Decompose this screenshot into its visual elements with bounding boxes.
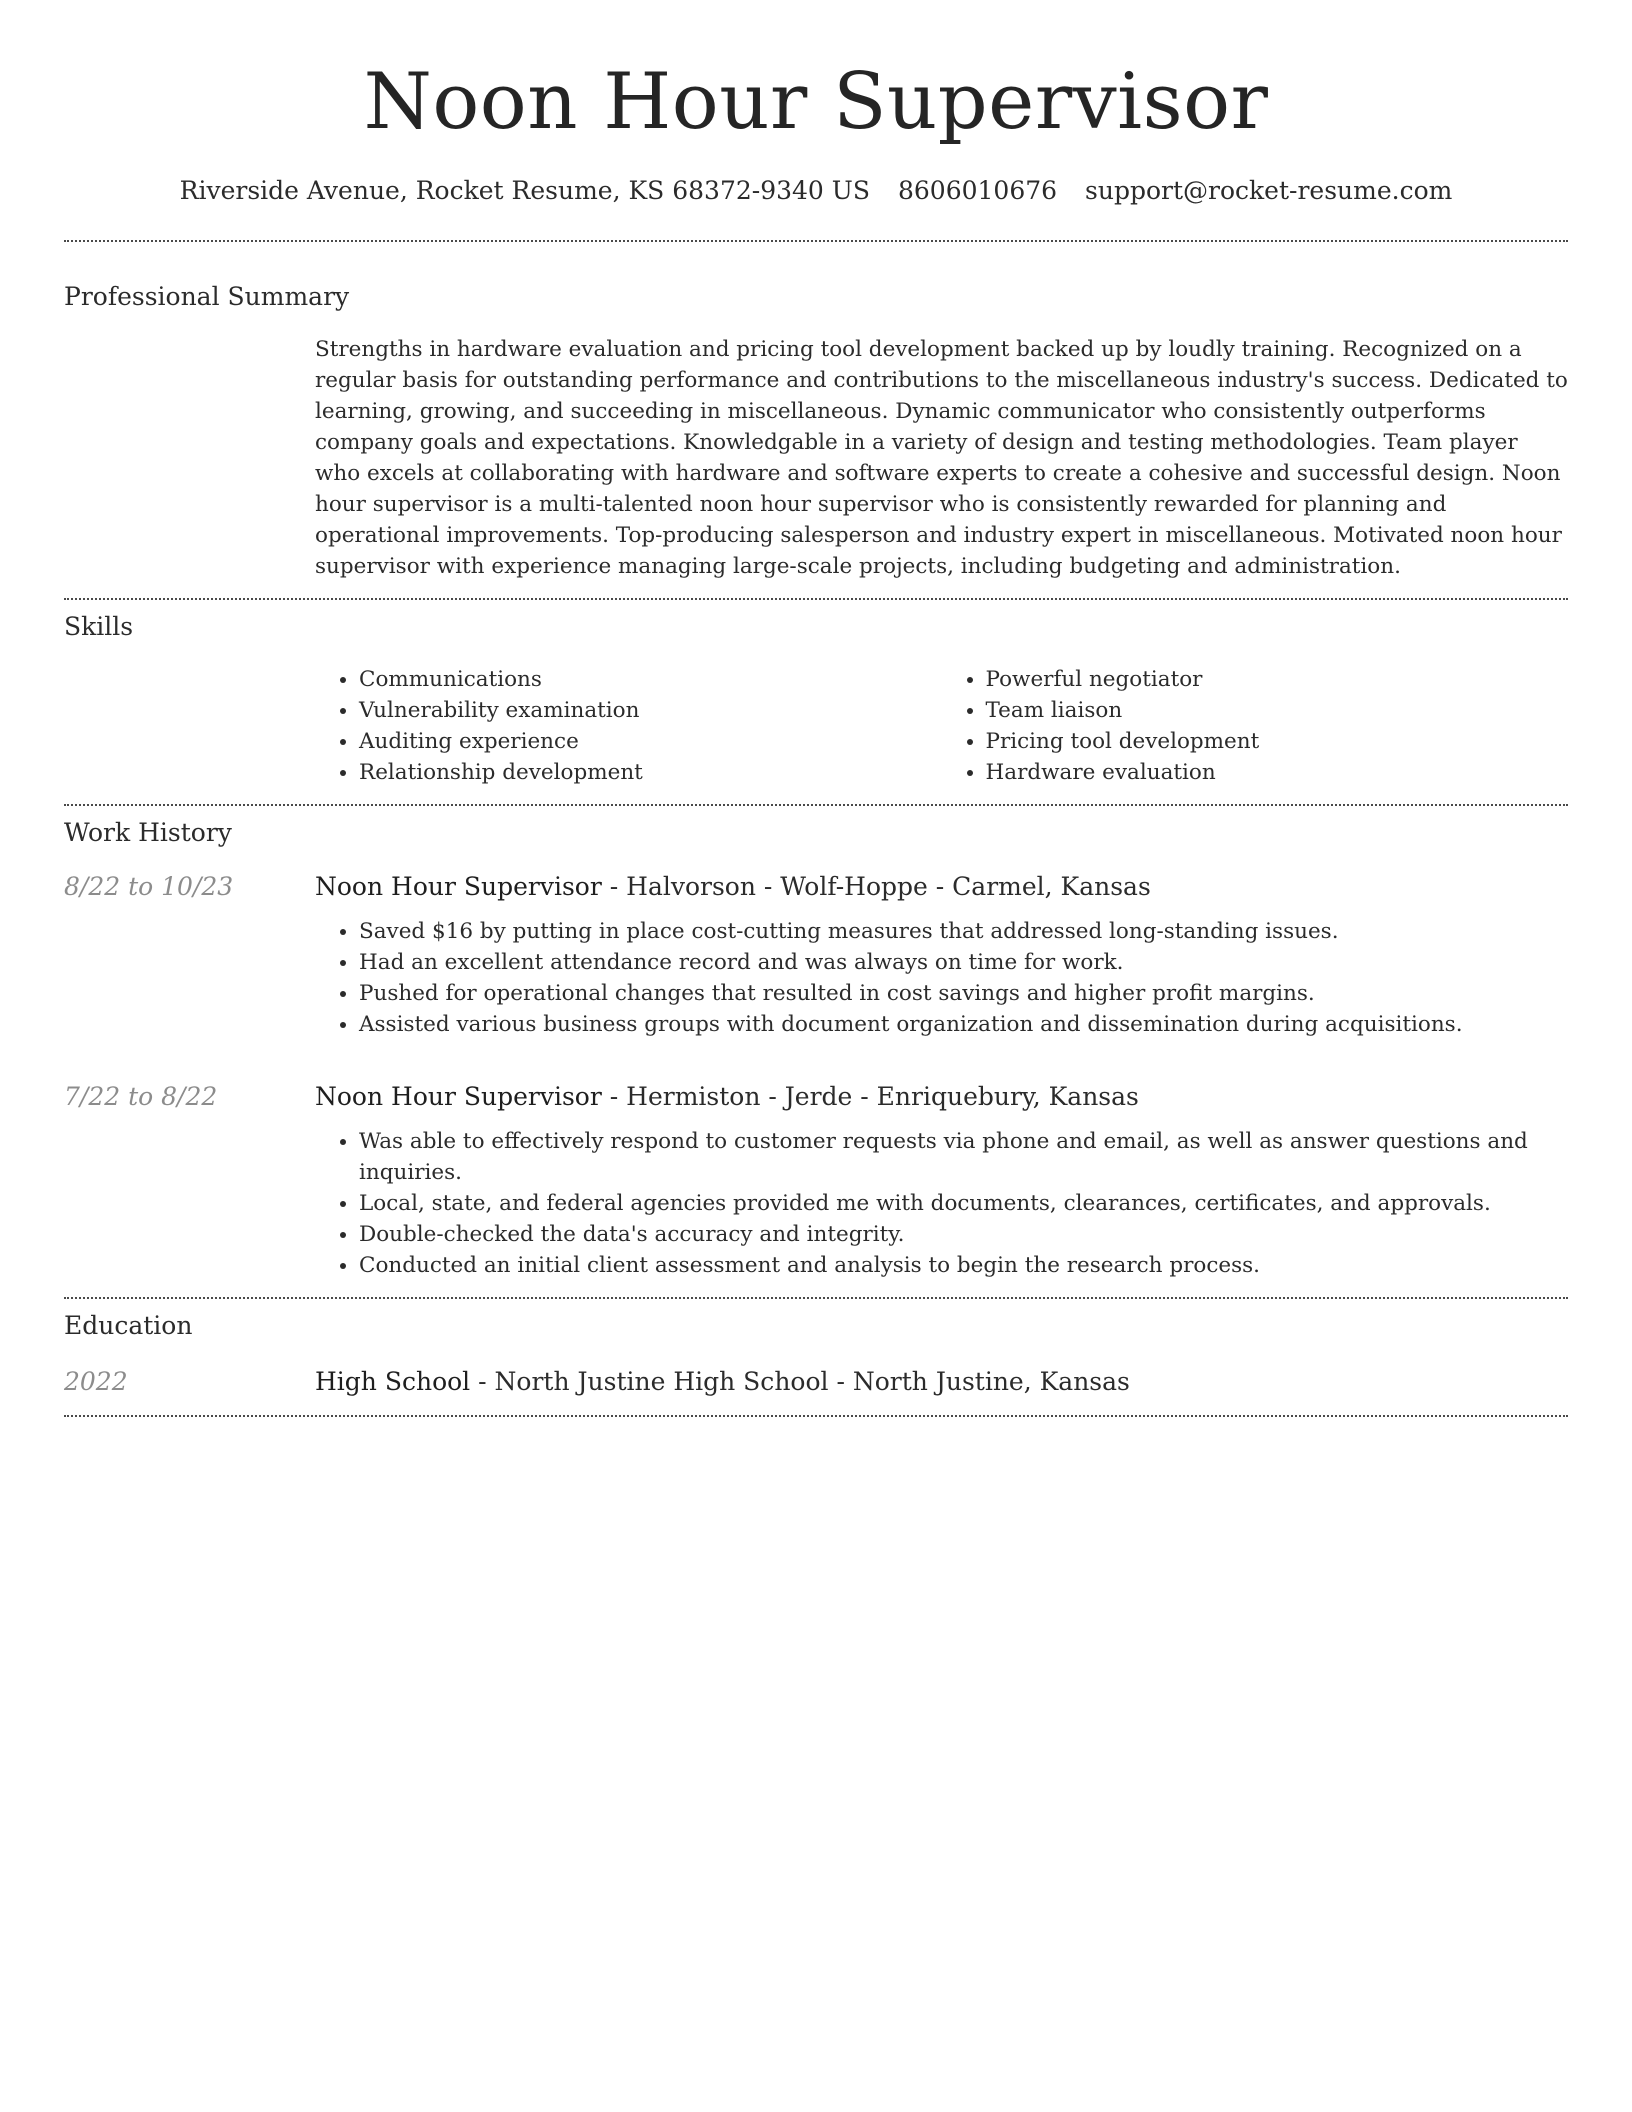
section-title-education: Education — [64, 1311, 193, 1340]
education-details: - North Justine High School - North Justine, Kansas — [470, 1367, 1130, 1396]
section-title-summary: Professional Summary — [64, 282, 350, 311]
job-bullet: • Double-checked the data's accuracy and integrity. — [359, 1219, 1568, 1250]
job-bullet: • Assisted various business groups with document organization and dissemination during acquisitions. — [359, 1009, 1568, 1040]
section-title-work: Work History — [64, 818, 232, 847]
divider — [64, 240, 1568, 242]
skill-item: • Powerful negotiator — [986, 664, 1569, 695]
education-entry — [64, 1365, 1568, 1399]
skill-item: • Pricing tool development — [986, 726, 1569, 757]
skill-item: • Team liaison — [986, 695, 1569, 726]
summary-section — [64, 280, 1568, 582]
job-bullet: • Pushed for operational changes that resulted in cost savings and higher profit margins. — [359, 978, 1568, 1009]
job-dates: 7/22 to 8/22 — [64, 1082, 218, 1111]
job-entry — [64, 1080, 1568, 1281]
job-details: - Hermiston - Jerde - Enriquebury, Kansas — [601, 1082, 1139, 1111]
address: Riverside Avenue, Rocket Resume, KS 68372-9340 US — [179, 176, 870, 205]
job-position: Noon Hour Supervisor — [315, 872, 602, 901]
skill-item: • Hardware evaluation — [986, 757, 1569, 788]
skills-column-right — [942, 664, 1569, 788]
summary-text: Strengths in hardware evaluation and pricing tool development backed up by loudly training. Recognized on a regular basis for outstanding performance and contributions to the miscellaneous industry's success. Dedicated to learning, growing, and succeeding in miscellaneous. Dynamic communicator who consistently outperforms company goals and expectations. Knowledgable in a variety of design and testing methodologies. Team player who excels at collaborating with hardware and software experts to create a cohesive and successful design. Noon hour supervisor is a multi-talented noon hour supervisor who is consistently rewarded for planning and operational improvements. Top-producing salesperson and industry expert in miscellaneous. Motivated noon hour supervisor with experience managing large-scale projects, including budgeting and administration. — [315, 337, 1568, 579]
job-dates: 8/22 to 10/23 — [64, 872, 234, 901]
job-bullets — [315, 916, 1568, 1040]
job-bullet: • Local, state, and federal agencies provided me with documents, clearances, certificates, and approvals. — [359, 1188, 1568, 1219]
resume-name: Noon Hour Supervisor — [363, 57, 1269, 147]
job-title — [315, 870, 1568, 904]
skill-item: • Communications — [359, 664, 942, 695]
work-history-section — [64, 816, 1568, 1281]
divider — [64, 1415, 1568, 1417]
divider — [64, 1297, 1568, 1299]
phone: 8606010676 — [897, 176, 1058, 205]
skill-item: • Relationship development — [359, 757, 942, 788]
email: support@rocket-resume.com — [1085, 176, 1453, 205]
education-section — [64, 1309, 1568, 1399]
job-bullet: • Was able to effectively respond to customer requests via phone and email, as well as answer questions and inquiries. — [359, 1126, 1568, 1188]
job-bullet: • Had an excellent attendance record and was always on time for work. — [359, 947, 1568, 978]
education-degree: High School — [315, 1367, 471, 1396]
education-year: 2022 — [64, 1367, 128, 1396]
education-title — [315, 1365, 1568, 1399]
divider — [64, 598, 1568, 600]
job-title — [315, 1080, 1568, 1114]
job-details: - Halvorson - Wolf-Hoppe - Carmel, Kansas — [601, 872, 1151, 901]
skills-section — [64, 610, 1568, 788]
contact-line — [64, 174, 1568, 208]
skill-item: • Auditing experience — [359, 726, 942, 757]
job-bullet: • Saved $16 by putting in place cost-cutting measures that addressed long-standing issues. — [359, 916, 1568, 947]
divider — [64, 804, 1568, 806]
section-title-skills: Skills — [64, 612, 134, 641]
job-bullets — [315, 1126, 1568, 1281]
skills-column-left — [315, 664, 942, 788]
job-entry — [64, 870, 1568, 1040]
skill-item: • Vulnerability examination — [359, 695, 942, 726]
skills-list — [315, 664, 1568, 788]
job-bullet: • Conducted an initial client assessment and analysis to begin the research process. — [359, 1250, 1568, 1281]
job-position: Noon Hour Supervisor — [315, 1082, 602, 1111]
